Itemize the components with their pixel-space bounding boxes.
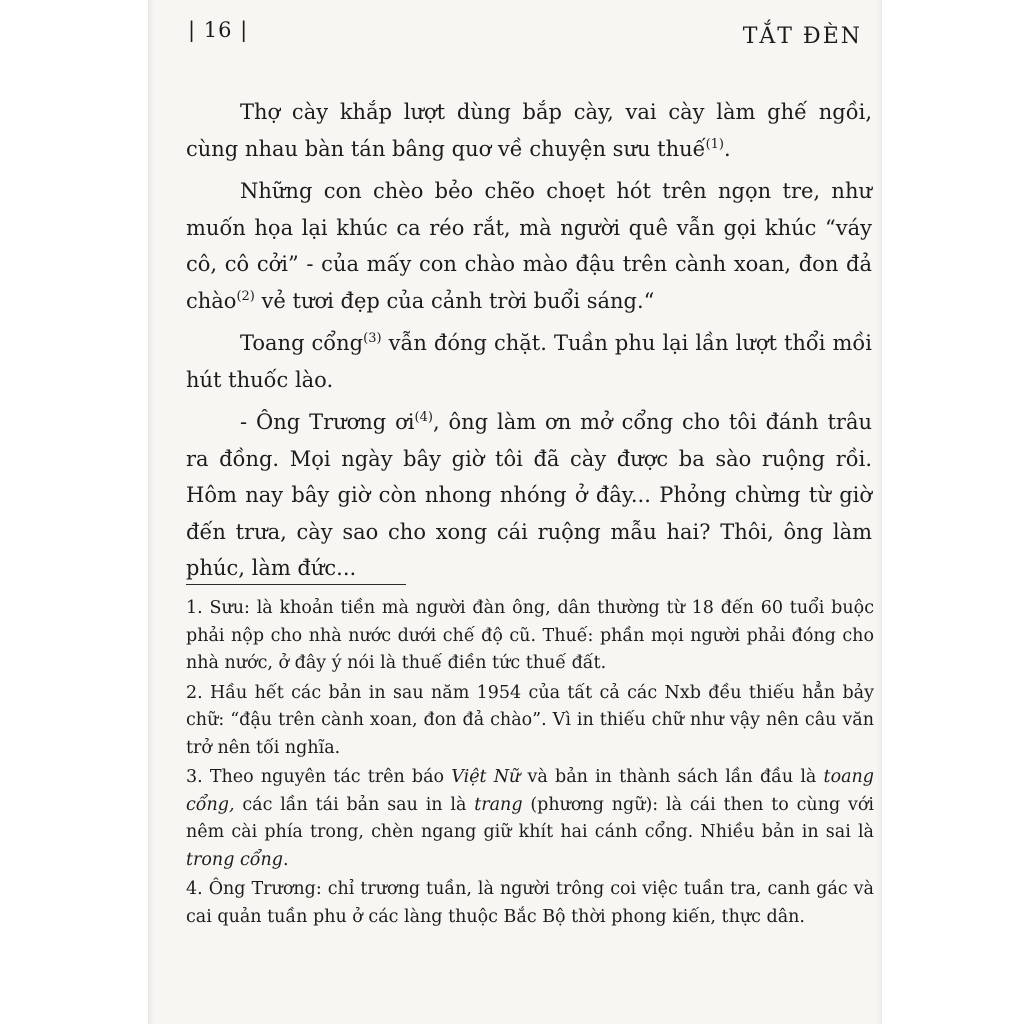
page-number: | 16 | [188, 18, 249, 42]
footnote-4: 4. Ông Trương: chỉ trương tuần, là người trông coi việc tuần tra, canh gác và cai quản tuần phu ở các làng thuộc Bắc Bộ thời phong kiến, thực dân. [186, 879, 874, 927]
footnote-3-italic-viet-nu: Việt Nữ [451, 767, 521, 787]
paragraph-4-text-b: , ông làm ơn mở cổng cho tôi đánh trâu ra đồng. Mọi ngày bây giờ tôi đã cày được ba sào ruộng rồi. Hôm nay bây giờ còn nhong nhóng ở đây... Phỏng chừng từ giờ đến trưa, cày sao cho xong cái ruộng mẫu hai? Thôi, ông làm phúc, làm đức... [186, 410, 872, 580]
footnote-ref-4: (4) [414, 410, 433, 425]
footnote-1: 1. Sưu: là khoản tiền mà người đàn ông, dân thường từ 18 đến 60 tuổi buộc phải nộp cho nhà nước dưới chế độ cũ. Thuế: phần mọi người phải đóng cho nhà nước, ở đây ý nói là thuế điền tức thuế đất. [186, 598, 874, 673]
footnote-3-text-e: . [282, 849, 289, 870]
book-page [148, 0, 882, 1024]
paragraph-3-text-b: vẫn đóng chặt. Tuần phu lại lần lượt thổi mồi hút thuốc lào. [186, 331, 872, 392]
paragraph-4 [186, 404, 872, 587]
footnote-3-italic-trong-cong: trong cổng [186, 849, 283, 870]
paragraph-1 [186, 94, 872, 167]
footnote-2: 2. Hầu hết các bản in sau năm 1954 của tất cả các Nxb đều thiếu hẳn bảy chữ: “đậu trên cành xoan, đon đả chào”. Vì in thiếu chữ như vậy nên câu văn trở nên tối nghĩa. [186, 682, 874, 758]
footnote-3 [186, 764, 874, 874]
footnote-divider [186, 584, 406, 585]
footnote-ref-3: (3) [363, 331, 382, 346]
paragraph-3-text-a: Toang cổng [240, 331, 364, 355]
page-edge-left [148, 0, 154, 1024]
footnote-3-text-b: và bản in thành sách lần đầu là [520, 767, 824, 787]
paragraph-4-text-a: - Ông Trương ơi [240, 410, 415, 434]
paragraph-2 [186, 173, 872, 319]
paragraph-1-text: Thợ cày khắp lượt dùng bắp cày, vai cày làm ghế ngồi, cùng nhau bàn tán bâng quơ về chuyện sưu thuế [186, 100, 872, 161]
footnote-3-text-a: 3. Theo nguyên tác trên báo [186, 767, 452, 787]
footnote-3-text-d: (phương ngữ): là cái then to cùng với nêm cài phía trong, chèn ngang giữ khít hai cánh cổng. Nhiều bản in sai là [186, 794, 874, 842]
paragraph-1-tail: . [724, 136, 731, 161]
footnote-ref-2: (2) [236, 288, 255, 304]
paragraph-2-text-b: vẻ tươi đẹp của cảnh trời buổi sáng.“ [254, 288, 655, 313]
footnote-ref-1: (1) [705, 136, 725, 152]
footnote-3-italic-trang: trang [474, 794, 523, 815]
running-head-title: TẮT ĐÈN [742, 24, 862, 49]
paragraph-2-text-a: Những con chèo bẻo chẽo choẹt hót trên ngọn tre, như muốn họa lại khúc ca réo rắt, mà người quê vẫn gọi khúc “váy cô, cô cởi” - của mấy con chào mào đậu trên cành xoan, đon đả chào [186, 179, 872, 313]
footnote-3-text-c: các lần tái bản sau in là [234, 794, 475, 815]
footnotes-section [186, 595, 874, 931]
page-edge-right [876, 0, 882, 1024]
main-text [186, 94, 872, 587]
paragraph-3 [186, 325, 872, 398]
footnote-3-italic-toang-cong: toang cổng, [186, 767, 875, 815]
